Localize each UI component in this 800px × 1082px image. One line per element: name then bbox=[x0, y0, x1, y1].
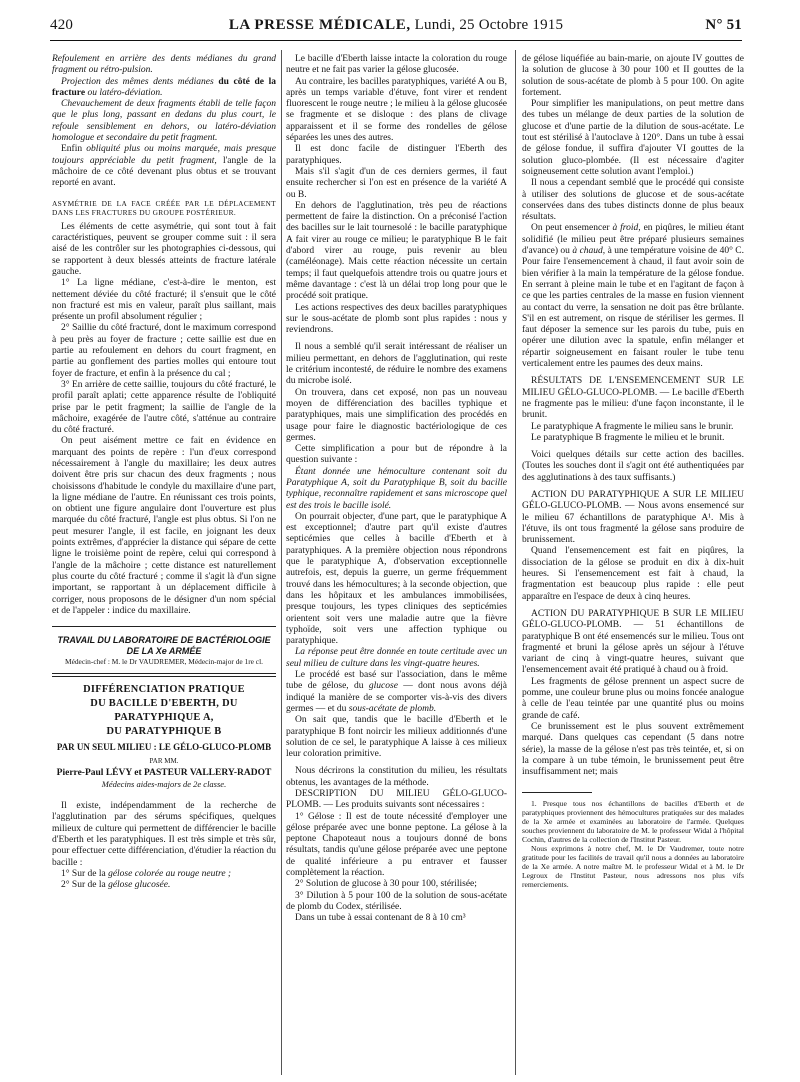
paragraph: 2° Solution de glucose à 30 pour 100, stérilisée; bbox=[295, 879, 477, 890]
paragraph: Le paratyphique B fragmente le milieu et le brunit. bbox=[531, 432, 725, 443]
article-title-line: DU PARATYPHIQUE B bbox=[106, 726, 222, 738]
paragraph: Les actions respectives des deux bacilles paratyphiques sur le sous-acétate de plomb sont plus rapides : nous y reviendrons. bbox=[286, 302, 507, 336]
column-middle bbox=[286, 54, 507, 1074]
paragraph: Chevauchement de deux fragments établi de telle façon que le plus long, passant en dedans du plus court, le refoule sensiblement en dehors, ou latéro-déviation homologue et secondaire du petit fragment. bbox=[52, 99, 276, 144]
paragraph: Étant donnée une hémoculture contenant soit du Paratyphique A, soit du Paratyphique B, soit du bacille typhique, reconnaître rapidement et sans microscope quel est des trois le bacille isolé. bbox=[286, 466, 507, 511]
text-run: à une température voisine de 40° C. Pour faire l'ensemencement à chaud, il faut avoir soin de bien vérifier à la main la température de la gélose fondue. En serrant à pleine main le tube et en l'agitant de façon à ce que les parties centrales de la masse en fusion viennent au contact du verre, la sensation ne doit pas être brûlante. S'il en est autrement, on risque de stériliser les germes. Il faut déposer la semence sur les parois du tube, puis en opérer une dilution avec la spatule, enfin mélanger et répartir soigneusement en faisant rouler le tube tenu verticalement entre les paumes des deux mains. bbox=[522, 246, 744, 370]
author-roles: Médecins aides-majors de 2e classe. bbox=[101, 779, 227, 790]
text-run: obliquité plus ou moins marquée, mais presque toujours appréciable du petit fragment, bbox=[52, 144, 276, 166]
text-run: — dont nous avons déjà indiqué la manière de se comporter vis-à-vis des divers germes — et du bbox=[286, 681, 507, 714]
footnote-rule bbox=[522, 792, 592, 793]
text-run: en piqûres, le milieu étant solidifié (le milieu peut être préparé plusieurs semaines d'avance) ou bbox=[522, 223, 744, 257]
section-separator bbox=[52, 673, 276, 677]
text-run: du côté de la fracture bbox=[52, 76, 276, 98]
paragraph: Refoulement en arrière des dents médianes du grand fragment ou rétro-pulsion. bbox=[52, 54, 276, 76]
text-run: à froid, bbox=[612, 223, 641, 234]
paragraph: 2° Saillie du côté fracturé, dont le maximum correspond à peu près au foyer de fracture ; cette saillie est due en partie au refoulement en dehors du court fragment, en partie au gonflement des parties molles qui entoure tout foyer de fracture, et enfin à la présence du cal ; bbox=[52, 323, 276, 379]
text-run: gélose colorée au rouge neutre ; bbox=[108, 868, 232, 879]
paragraph: Au contraire, les bacilles paratyphiques, variété A ou B, après un temps variable d'étuve, font virer et rendent fluorescent le rouge neutre ; le milieu à la gélose glucosée se fragmente et se disloque : des plans de clivage apparaissent et il se forme des rondelles de gélose séparées les unes des autres. bbox=[286, 76, 507, 144]
paragraph bbox=[522, 223, 744, 370]
text-run: l'angle de la mâchoire de ce côté devenant plus obtus et se trouvant reporté en avant. bbox=[52, 155, 276, 189]
paragraph bbox=[286, 670, 507, 715]
section-heading: ASYMÉTRIE DE LA FACE CRÉÉE PAR LE DÉPLACEMENT DANS LES FRACTURES DU GROUPE POSTÉRIEUR. bbox=[52, 198, 276, 218]
paragraph: Les éléments de cette asymétrie, qui sont tout à fait caractéristiques, peuvent se grouper comme suit : il sera aisé de les contrôler sur les photographies ci-dessous, qui se rapportent à deux blessés atteints de fracture latérale gauche. bbox=[52, 221, 276, 277]
article-title-line: DIFFÉRENCIATION PRATIQUE bbox=[83, 684, 245, 696]
paragraph: On sait que, tandis que le bacille d'Eberth et le paratyphique B font noircir les milieux additionnés d'une solution de ce sel, le paratyphique A laisse à ces milieux leur coloration primitive. bbox=[286, 715, 507, 760]
paragraph: Les fragments de gélose prennent un aspect sucre de pomme, une couleur brune plus ou moins foncée analogue à celle de l'eau teintée par une quantité plus ou moins grande de café. bbox=[522, 676, 744, 721]
paragraph: Mais s'il s'agit d'un de ces derniers germes, il faut ensuite rechercher si l'on est en présence de la variété A ou B. bbox=[286, 166, 507, 200]
paragraph: On trouvera, dans cet exposé, non pas un nouveau moyen de différenciation des bacilles typhique et paratyphiques, mais une simplification des procédés en usage pour faire le diagnostic bactériologique de ces germes. bbox=[286, 387, 507, 443]
article-subtitle: PAR UN SEUL MILIEU : LE GÉLO-GLUCO-PLOMB bbox=[56, 742, 272, 753]
paragraph: ACTION DU PARATYPHIQUE A SUR LE MILIEU GÉLO-GLUCO-PLOMB. — Nous avons ensemencé sur le milieu 67 échantillons de paratyphique A¹. Mis à l'étuve, ils ont tous fragmenté la gélose sans produire de brunissement. bbox=[522, 489, 744, 546]
paragraph: En dehors de l'agglutination, très peu de réactions permettent de faire la distinction. On a préconisé l'action des bacilles sur le lait tournesolé : le bacille paratyphique A fait virer au rouge ce milieu; le paratyphique B le fait d'abord virer au rouge, puis revenir au bleu (caméléonage). Mais cette réaction nécessite un certain temps; il faut quelquefois attendre trois ou quatre jours et même davantage : c'est là un délai trop long pour que le procédé soit pratique. bbox=[286, 200, 507, 302]
issue-date: Lundi, 25 Octobre 1915 bbox=[414, 17, 564, 33]
lab-title-line: DE LA Xe ARMÉE bbox=[126, 646, 202, 657]
paragraph: Le bacille d'Eberth laisse intacte la coloration du rouge neutre et ne fait pas varier la gélose glucosée. bbox=[286, 54, 507, 76]
journal-title bbox=[50, 17, 742, 34]
paragraph: On pourrait objecter, d'une part, que le paratyphique A est exceptionnel; d'autre part qu'il existe d'autres septicémies que celles à bacille d'Eberth et à paratyphiques. A la première objection nous répondrons que le paratyphique A, d'observation exceptionnelle autrefois, est, depuis la guerre, un germe fréquemment trouvé dans les hémocultures; à la seconde objection, que dans les hôpitaux et les ambulances immobilisées, presque toujours, les types cliniques des septicémies orientent soit vers une maladie autre que la fièvre typhoïde, soit vers une affection typhique ou paratyphique. bbox=[286, 511, 507, 647]
column-divider bbox=[515, 50, 516, 1075]
article-title bbox=[52, 683, 276, 739]
paragraph bbox=[52, 77, 276, 100]
text-run: Le procédé est basé sur l'association, dans le même tube de gélose, du bbox=[286, 670, 507, 692]
text-run: à chaud, bbox=[572, 246, 606, 257]
text-run: ou latéro-déviation. bbox=[87, 87, 163, 98]
footnote: Nous exprimons à notre chef, M. le Dr Vaudremer, toute notre gratitude pour les facilités de travail qu'il nous a données au laboratoire de la Xe armée. A notre maître M. le professeur Widal et à M. le Dr Legroux de l'Institut Pasteur, nous adressons nos plus vifs remerciements. bbox=[522, 844, 744, 890]
paragraph: On peut aisément mettre ce fait en évidence en marquant des points de repère : l'un d'eux correspond nécessairement à l'angle du maxillaire; les deux autres doivent être pris sur chacun des deux fragments ; nous choisissons d'habitude le condyle du maxillaire d'une part, la ligne médiane de l'autre. En réunissant ces trois points, on obtient une figure angulaire dont l'ouverture est plus marquée du côté fracturé, l'angle est plus obtus. Si l'on ne peut mesurer l'angle, il est facile, en joignant les deux points extrêmes, d'apprécier la distance qui sépare de cette ligne le troisième point de repère, celui qui correspond à l'angle de la mâchoire ; cette distance est naturellement plus courte du côté fracturé ; comme il s'agit là d'un signe important, se rapportant à un déplacement difficile à corriger, nous proposons de le désigner d'un nom spécial et de l'appeler : indice du maxillaire. bbox=[52, 436, 276, 616]
column-left bbox=[52, 54, 276, 1074]
paragraph: La réponse peut être donnée en toute certitude avec un seul milieu de culture dans les vingt-quatre heures. bbox=[286, 647, 507, 669]
paragraph bbox=[52, 144, 276, 189]
paragraph: 1° Gélose : Il est de toute nécessité d'employer une gélose préparée avec une bonne peptone. La gélose à la peptone Chapoteaut nous a toujours donné de bons résultats, tandis qu'une gélose préparée avec une peptone de qualité inférieure a pu entraver et fausser complètement la réaction. bbox=[286, 811, 507, 879]
text-run: Projection des mêmes dents médianes bbox=[61, 76, 214, 87]
paragraph bbox=[52, 880, 276, 891]
paragraph: 1° La ligne médiane, c'est-à-dire le menton, est nettement déviée du côté fracturé; il s'ensuit que le côté non fracturé est mis en valeur, paraît plus saillant, mais présente un profil absolument régulier ; bbox=[52, 278, 276, 323]
paragraph: Ce brunissement est le plus souvent extrêmement marqué. Dans quelques cas cependant (5 dans notre série), la masse de la gélose n'est pas très teintée, et, si on la compare à un tube témoin, le brunissement peut être insuffisamment net; mais bbox=[522, 721, 744, 778]
paragraph: Il existe, indépendamment de la recherche de l'agglutination par des sérums spécifiques, quelques milieux de culture qui permettent de différencier le bacille d'Eberth et les paratyphiques. Il est très simple et très sûr, pour effectuer cette différenciation, d'étudier la réaction du bacille : bbox=[52, 801, 276, 868]
paragraph: DESCRIPTION DU MILIEU GÉLO-GLUCO-PLOMB. — Les produits suivants sont nécessaires : bbox=[286, 789, 507, 811]
lab-director: Médecin-chef : M. le Dr VAUDREMER, Médecin-major de 1re cl. bbox=[65, 657, 263, 667]
lab-title-line: TRAVAIL DU LABORATOIRE DE BACTÉRIOLOGIE bbox=[57, 635, 271, 646]
article-title-line: DU BACILLE D'EBERTH, DU PARATYPHIQUE A, bbox=[90, 698, 238, 724]
paragraph: 3° Dilution à 5 pour 100 de la solution de sous-acétate de plomb du Codex, stérilisée. bbox=[286, 890, 507, 912]
paragraph: Il est donc facile de distinguer l'Eberth des paratyphiques. bbox=[286, 144, 507, 166]
paragraph: ACTION DU PARATYPHIQUE B SUR LE MILIEU GÉLO-GLUCO-PLOMB. — 51 échantillons de paratyphique B ont été ensemencés sur le milieu. Tous ont fragmenté et bruni la gélose après un séjour à l'étuve variant de cinq à vingt-quatre heures, suivant que l'ensemencement avait été pratiqué à chaud ou à froid. bbox=[522, 608, 744, 676]
paragraph: Nous décrirons la constitution du milieu, les résultats obtenus, les avantages de la méthode. bbox=[286, 766, 507, 788]
text-run: 1° Sur de la bbox=[61, 868, 106, 879]
text-run: gélose glucosée. bbox=[108, 880, 171, 891]
section-separator bbox=[52, 626, 276, 627]
issue-number: N° 51 bbox=[705, 17, 742, 33]
page-number: 420 bbox=[50, 17, 74, 33]
article-authors: Pierre-Paul LÉVY et PASTEUR VALLERY-RADOT bbox=[56, 768, 272, 779]
paragraph: Pour simplifier les manipulations, on peut mettre dans des tubes un mélange de deux parties de la solution de glucose et d'une partie de la dilution de sous-acétate. Le tout est stérilisé à l'autoclave à 120°. Dans un tube à essai de gélose fondue, il suffira d'ajouter VI gouttes de la solution gluco-plombée. (Il est nécessaire d'agiter soigneusement cette solution avant l'emploi.) bbox=[522, 99, 744, 177]
journal-name: LA PRESSE MÉDICALE, bbox=[228, 17, 411, 33]
paragraph: RÉSULTATS DE L'ENSEMENCEMENT SUR LE MILIEU GÉLO-GLUCO-PLOMB. — Le bacille d'Eberth ne fragmente pas le milieu: d'une façon inconstante, il le brunit. bbox=[522, 376, 744, 421]
text-run: glucose bbox=[368, 681, 398, 692]
text-run: sous-acétate de plomb. bbox=[348, 703, 437, 714]
text-run: 2° Sur de la bbox=[61, 880, 106, 891]
column-divider bbox=[281, 50, 282, 1075]
footnote: 1. Presque tous nos échantillons de bacilles d'Eberth et de paratyphiques proviennent des hémocultures pratiquées sur des malades de la Xe armée et examinées au laboratoire de l'armée. Quelques souches proviennent du laboratoire de M. le professeur Widal à l'hôpital Cochin, d'autres de la collection de l'Institut Pasteur. bbox=[522, 799, 744, 845]
byline-prefix: PAR MM. bbox=[149, 757, 179, 766]
paragraph: de gélose liquéfiée au bain-marie, on ajoute IV gouttes de la solution de glucose à 30 pour 100 et II gouttes de la solution de sous-acétate de plomb à 5 pour 100. On agite fortement. bbox=[522, 54, 744, 98]
paragraph bbox=[52, 869, 276, 880]
text-run: On peut ensemencer bbox=[531, 223, 610, 234]
lab-title bbox=[52, 635, 276, 657]
paragraph: Il nous a cependant semblé que le procédé qui consiste à utiliser des solutions de glucose et de sous-acétate conservées dans des tubes distincts donne de plus beaux résultats. bbox=[522, 178, 744, 223]
paragraph: Cette simplification a pour but de répondre à la question suivante : bbox=[286, 444, 507, 466]
page-header bbox=[50, 17, 742, 41]
text-run: Enfin bbox=[61, 144, 83, 155]
paragraph: Quand l'ensemencement est fait en piqûres, la dissociation de la gélose se produit en dix à dix-huit heures. Si l'ensemencement est fait à chaud, la fragmentation est beaucoup plus rapide : elle peut apparaître en l'espace de deux à cinq heures. bbox=[522, 546, 744, 602]
paragraph: Le paratyphique A fragmente le milieu sans le brunir. bbox=[531, 421, 734, 432]
column-right bbox=[522, 54, 744, 1074]
paragraph: Dans un tube à essai contenant de 8 à 10 cm³ bbox=[295, 913, 466, 924]
header-rule bbox=[50, 40, 742, 41]
paragraph: Il nous a semblé qu'il serait intéressant de réaliser un milieu permettant, en dehors de l'agglutination, qui reste le critérium incontesté, de réduire le nombre des examens du microbe isolé. bbox=[286, 342, 507, 387]
paragraph: Voici quelques détails sur cette action des bacilles. (Toutes les souches dont il s'agit ont été authentiquées par des agglutinations à des taux suffisants.) bbox=[522, 450, 744, 483]
paragraph: 3° En arrière de cette saillie, toujours du côté fracturé, le profil paraît aplati; cette apparence résulte de l'obliquité prise par le petit fragment; la saillie de l'angle de la mâchoire, exagérée de l'autre côté, s'atténue au contraire du côté fracturé. bbox=[52, 379, 276, 436]
